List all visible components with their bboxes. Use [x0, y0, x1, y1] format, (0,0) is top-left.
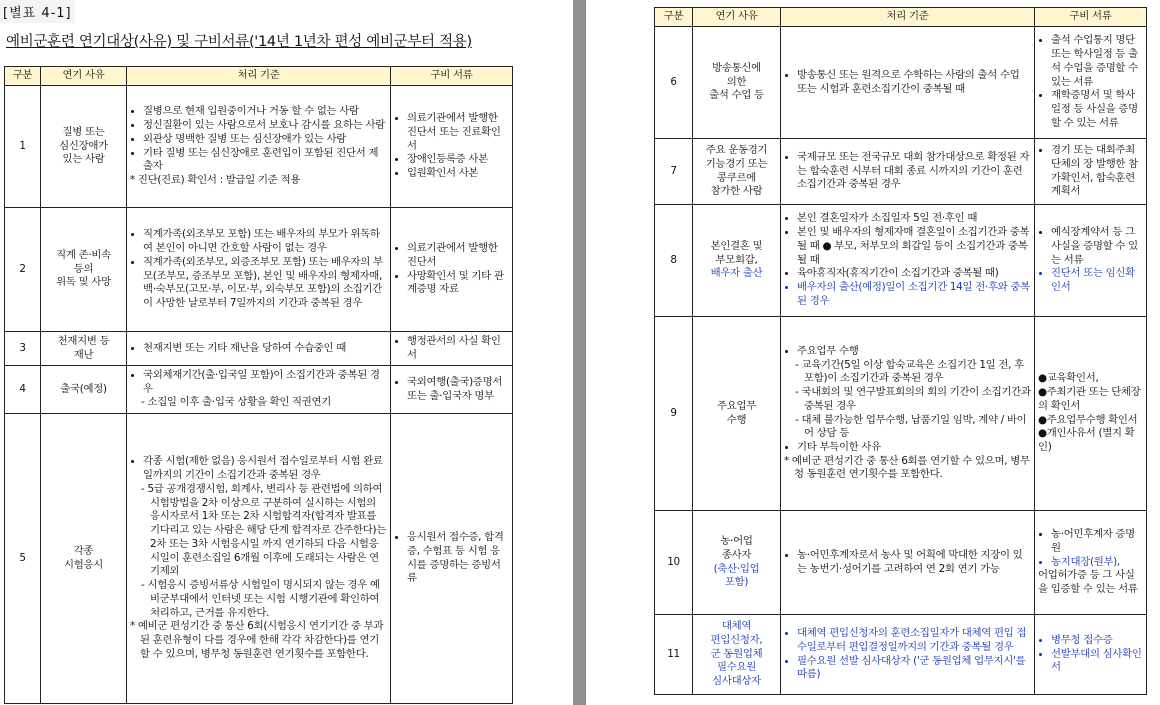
- bullet-item: • 의료기관에서 발행한 진단서: [407, 242, 509, 269]
- criteria-cell: [781, 139, 1035, 205]
- bullet-item: • 직계가족(외조부모 포함) 또는 배우자의 부모가 위독하여 본인이 아니면 간호할 사람이 없는 경우: [143, 228, 387, 255]
- reason-cell: [693, 27, 781, 139]
- reason-cell: [41, 332, 127, 366]
- docs-cell: [1035, 205, 1147, 317]
- bullet-item: • 배우자의 출산(예정)일이 소집기간 14일 전·후와 중복된 경우: [797, 281, 1031, 308]
- reason-cell: [41, 414, 127, 704]
- docs-cell: [1035, 615, 1147, 695]
- bullet-item: • 농·어민후계자로서 농사 및 어획에 막대한 지장이 있는 농번기·성어기를 고려하여 연 2회 연기 가능: [797, 549, 1031, 576]
- table-row: [5, 414, 513, 704]
- docs-cell: [391, 86, 513, 208]
- bullet-item: • 필수요원 선발 심사대상자 ('군 동원업체 업무지시'를 따름): [797, 655, 1031, 682]
- reason-line: 질병 또는: [62, 125, 105, 138]
- row-number: 2: [5, 208, 41, 332]
- docs-cell: [391, 208, 513, 332]
- docs-cell: [391, 366, 513, 414]
- deferral-table-right: [654, 7, 1147, 695]
- bullet-list: [130, 455, 387, 482]
- criteria-cell: [127, 332, 391, 366]
- bullet-item: • 출석 수업통지 명단 또는 학사일정 등 출석 수업을 증명할 수 있는 서류: [1051, 34, 1143, 89]
- criteria-cell: [127, 86, 391, 208]
- bullet-item: • 국외여행(출국)증명서 또는 출·입국자 명부: [407, 376, 509, 403]
- bullet-list: [130, 342, 387, 356]
- bullet-list: [130, 228, 387, 310]
- header-criteria: 처리 기준: [127, 67, 391, 86]
- docs-cell: [1035, 27, 1147, 139]
- table-row: [655, 317, 1147, 511]
- reason-line: 직계 존·비속: [56, 248, 111, 261]
- table-row: [5, 86, 513, 208]
- bullet-list: [1038, 34, 1143, 130]
- docs-cell: [1035, 511, 1147, 615]
- item-text: ●주요업무수행 확인서: [1038, 413, 1138, 426]
- reason-line: 천재지변 등: [57, 334, 110, 347]
- criteria-cell: [781, 205, 1035, 317]
- bullet-item: • 농·어민후계자 증명원: [1051, 528, 1143, 555]
- bullet-list: [1038, 528, 1143, 569]
- reason-line: 필수요원: [717, 661, 756, 674]
- reason-line: 주요 운동경기: [705, 144, 768, 157]
- reason-line: 있는 사람: [62, 153, 105, 166]
- bullet-item: • 방송통신 또는 원격으로 수학하는 사람의 출석 수업 또는 시험과 훈련소집기간이 중복될 때: [797, 69, 1031, 96]
- header-reason: 연기 사유: [41, 67, 127, 86]
- bullet-item: • 병무청 접수증: [1051, 634, 1143, 648]
- bullet-list: [394, 335, 509, 362]
- document-page-left: [0, 0, 573, 705]
- item-text: ●개인사유서 (별지 확인): [1038, 427, 1135, 453]
- note-text: * 예비군 편성기간 중 통산 6회를 연기할 수 있으며, 병무청 동원훈련 연기횟수를 포함한다.: [784, 454, 1030, 481]
- criteria-cell: [781, 511, 1035, 615]
- row-number: 6: [655, 27, 693, 139]
- bullet-list: [130, 105, 387, 174]
- bullet-item: • 정신질환이 있는 사람으로서 보호나 감시를 요하는 사람: [143, 119, 387, 133]
- header-reason: 연기 사유: [693, 8, 781, 27]
- header-docs: 구비 서류: [391, 67, 513, 86]
- bullet-item: • 장애인등록증 사본: [407, 153, 509, 167]
- bullet-item: • 농지대장(원부),: [1051, 556, 1143, 570]
- reason-line: 출석 수업 등: [709, 89, 764, 102]
- reason-line: 주요업무: [717, 399, 756, 412]
- row-number: 10: [655, 511, 693, 615]
- bullet-item: • 재학증명서 및 학사일정 등 사실을 증명할 수 있는 서류: [1051, 89, 1143, 130]
- row-number: 7: [655, 139, 693, 205]
- criteria-cell: [127, 414, 391, 704]
- note-text: * 예비군 편성기간 중 통산 6회(시험응시 연기기간 중 부과된 훈련유형이 다를 경우에 한해 각각 차감한다)를 연기할 수 있으며, 병무청 동원훈련 연기횟수를 포함한다.: [130, 620, 384, 660]
- criteria-cell: [781, 317, 1035, 511]
- reason-line: 배우자 출산: [710, 267, 763, 280]
- bullet-list: [394, 376, 509, 403]
- reason-cell: [693, 317, 781, 511]
- row-number: 1: [5, 86, 41, 208]
- docs-cell: [1035, 317, 1147, 511]
- table-row: [5, 208, 513, 332]
- reason-line: 부모회갑,: [715, 253, 758, 266]
- row-number: 11: [655, 615, 693, 695]
- bullet-item: • 기타 질병 또는 심신장애로 훈련입이 포함된 진단서 제출자: [143, 147, 387, 174]
- bullet-item: • 각종 시험(제한 없음) 응시원서 접수일로부터 시험 완료일까지의 기간이 소집기간과 중복된 경우: [143, 455, 387, 482]
- reason-line: 재난: [73, 348, 94, 361]
- bullet-item: • 경기 또는 대회주최 단체의 장 발행한 참가확인서, 합숙훈련 계획서: [1051, 144, 1143, 199]
- bullet-item: • 주요업무 수행: [797, 345, 1031, 359]
- bullet-item: • 외관상 명백한 질병 또는 심신장애가 있는 사람: [143, 133, 387, 147]
- reason-cell: [41, 86, 127, 208]
- reason-line: 포함): [724, 576, 749, 589]
- row-number: 4: [5, 366, 41, 414]
- reason-line: (축산·입업: [713, 562, 760, 575]
- criteria-cell: [127, 366, 391, 414]
- reason-line: 농·어업: [720, 535, 753, 548]
- row-number: 8: [655, 205, 693, 317]
- bullet-item: • 입원확인서 사본: [407, 167, 509, 181]
- item-text: - 소집일 이후 출·입국 상황을 확인 직권연기: [141, 396, 332, 409]
- item-text: - 시험응시 증빙서류상 시험일이 명시되지 않는 경우 예비군부대에서 인터넷 또는 시험 시행기관에 확인하여 처리하고, 근거를 유지한다.: [141, 579, 380, 619]
- bullet-item: • 국외체재기간(출·입국일 포함)이 소집기간과 중복된 경우: [143, 369, 387, 396]
- criteria-cell: [127, 208, 391, 332]
- bullet-item: • 직계가족(외조부모, 외증조부모 포함) 또는 배우자의 부모(조부모, 증조부모 포함), 본인 및 배우자의 형제자매, 백·숙부모(고모·부, 이모·부, 외숙부모 포함)의 소집기간이 사망한 날로부터 7일까지의 기간과 중복된 경우: [143, 256, 387, 311]
- row-number: 9: [655, 317, 693, 511]
- reason-cell: [41, 366, 127, 414]
- item-text: ●교육확인서,: [1038, 372, 1099, 385]
- table-header-row: [5, 67, 513, 86]
- bullet-list: [784, 441, 1031, 455]
- item-text: ●주최기관 또는 단체장의 확인서: [1038, 386, 1141, 412]
- bullet-list: [784, 212, 1031, 308]
- reason-line: 출국(예정): [60, 382, 107, 395]
- item-text: - 교육기간(5일 이상 합숙교육은 소집기간 1일 전, 후 포함)이 소집기간과 중복된 경우: [795, 358, 1024, 385]
- reason-cell: [693, 139, 781, 205]
- table-row: [5, 366, 513, 414]
- bullet-item: • 의료기관에서 발행한 진단서 또는 진료확인서: [407, 112, 509, 153]
- row-number: 3: [5, 332, 41, 366]
- bullet-item: • 육아휴직자(휴직기간이 소집기간과 중복될 때): [797, 267, 1031, 281]
- deferral-table-left: [4, 66, 513, 704]
- table-row: [655, 511, 1147, 615]
- bullet-list: [1038, 634, 1143, 675]
- docs-cell: [391, 332, 513, 366]
- reason-line: 방송통신에: [712, 61, 761, 74]
- reason-line: 콩쿠르에: [717, 171, 756, 184]
- bullet-item: • 본인 결혼일자가 소집일자 5일 전·후인 때: [797, 212, 1031, 226]
- row-number: 5: [5, 414, 41, 704]
- criteria-cell: [781, 27, 1035, 139]
- bullet-item: • 응시원서 접수증, 합격증, 수험표 등 시험 응시를 증명하는 증빙서류: [407, 531, 509, 586]
- bullet-item: • 본인 및 배우자의 형제자매 결혼일이 소집기간과 중복될 때 ● 부모, 처부모의 회갑일 등이 소집기간과 중복될 때: [797, 226, 1031, 267]
- header-no: 구분: [655, 8, 693, 27]
- reason-line: 의한: [726, 75, 747, 88]
- bullet-item: • 예식장계약서 등 그 사실을 증명할 수 있는 서류: [1051, 226, 1143, 267]
- bullet-list: [784, 345, 1031, 359]
- header-no: 구분: [5, 67, 41, 86]
- table-row: [655, 205, 1147, 317]
- item-text: - 대체 불가능한 업무수행, 납품기일 임박, 계약 / 바이어 상담 등: [795, 413, 1027, 440]
- reason-line: 본인결혼 및: [710, 239, 763, 252]
- criteria-cell: [781, 615, 1035, 695]
- reason-cell: [41, 208, 127, 332]
- header-docs: 구비 서류: [1035, 8, 1147, 27]
- table-row: [5, 332, 513, 366]
- bullet-list: [1038, 144, 1143, 199]
- item-text: 어업허가증 등 그 사실을 입증할 수 있는 서류: [1038, 569, 1138, 596]
- docs-cell: [391, 414, 513, 704]
- bullet-item: • 진단서 또는 임신확인서: [1051, 267, 1143, 294]
- reason-line: 심신장애가: [59, 139, 108, 152]
- reason-line: 참가한 사람: [710, 185, 763, 198]
- bullet-item: • 질병으로 현재 입원중이거나 거동 할 수 없는 사람: [143, 105, 387, 119]
- document-title: 예비군훈련 연기대상(사유) 및 구비서류('14년 1년차 편성 예비군부터 적용): [6, 34, 472, 50]
- reason-line: 종사자: [721, 548, 752, 561]
- reason-cell: [693, 511, 781, 615]
- reason-line: 대체역: [721, 620, 752, 633]
- bullet-item: • 선발부대의 심사확인서: [1051, 648, 1143, 675]
- document-page-right: [586, 0, 1160, 705]
- bullet-item: • 천재지변 또는 기타 재난을 당하여 수습중인 때: [143, 342, 387, 356]
- bullet-list: [784, 627, 1031, 682]
- table-row: [655, 615, 1147, 695]
- bullet-item: • 기타 부득이한 사유: [797, 441, 1031, 455]
- reason-line: 각종: [73, 544, 94, 557]
- bullet-list: [394, 242, 509, 297]
- item-text: - 국내회의 및 연구발표회의의 회의 기간이 소집기간과 중복된 경우: [795, 386, 1031, 412]
- reason-line: 기능경기 또는: [705, 157, 768, 170]
- bullet-list: [784, 549, 1031, 576]
- reason-line: 심사대상자: [712, 675, 761, 688]
- docs-cell: [1035, 139, 1147, 205]
- bullet-list: [784, 151, 1031, 192]
- item-text: - 5급 공개경쟁시험, 회계사, 변리사 등 관련법에 의하여 시험방법을 2차 이상으로 구분하여 실시하는 시험의 응시자로서 1차 또는 2차 시험합격자(합격자 발표를 기다리고 있는 사람은 해당 단계 합격자로 간주한다)는 2차 또는 3차 시험응시일 까지 연기하되 다음 시험응시일이 훈련소집일 6개월 이후에 도래되는 사람은 연기제외: [141, 482, 386, 578]
- reason-line: 위독 및 사망: [56, 276, 111, 289]
- annex-label: [별표 4-1]: [0, 0, 75, 23]
- reason-line: 편입신청자,: [710, 633, 763, 646]
- bullet-list: [394, 531, 509, 586]
- bullet-list: [1038, 226, 1143, 295]
- table-header-row: [655, 8, 1147, 27]
- reason-line: 수행: [726, 413, 747, 426]
- reason-cell: [693, 205, 781, 317]
- reason-line: 등의: [73, 262, 94, 275]
- bullet-item: • 행정관서의 사실 확인서: [407, 335, 509, 362]
- table-row: [655, 27, 1147, 139]
- bullet-item: • 사망확인서 및 기타 관계증명 자료: [407, 270, 509, 297]
- bullet-list: [130, 369, 387, 396]
- bullet-item: • 국제규모 또는 전국규모 대회 참가대상으로 확정된 자는 합숙훈련 시부터 대회 종료 시까지의 기간이 훈련 소집기간과 중복된 경우: [797, 151, 1031, 192]
- bullet-list: [784, 69, 1031, 96]
- table-row: [655, 139, 1147, 205]
- note-text: * 진단(진료) 확인서 : 발급일 기준 적용: [130, 173, 300, 186]
- header-criteria: 처리 기준: [781, 8, 1035, 27]
- reason-line: 시험응시: [64, 558, 103, 571]
- bullet-item: • 대체역 편입신청자의 훈련소집일자가 대체역 편입 접수일로부터 편입결정일까지의 기간과 중복될 경우: [797, 627, 1031, 654]
- reason-line: 군 동원업체: [710, 647, 763, 660]
- bullet-list: [394, 112, 509, 181]
- reason-cell: [693, 615, 781, 695]
